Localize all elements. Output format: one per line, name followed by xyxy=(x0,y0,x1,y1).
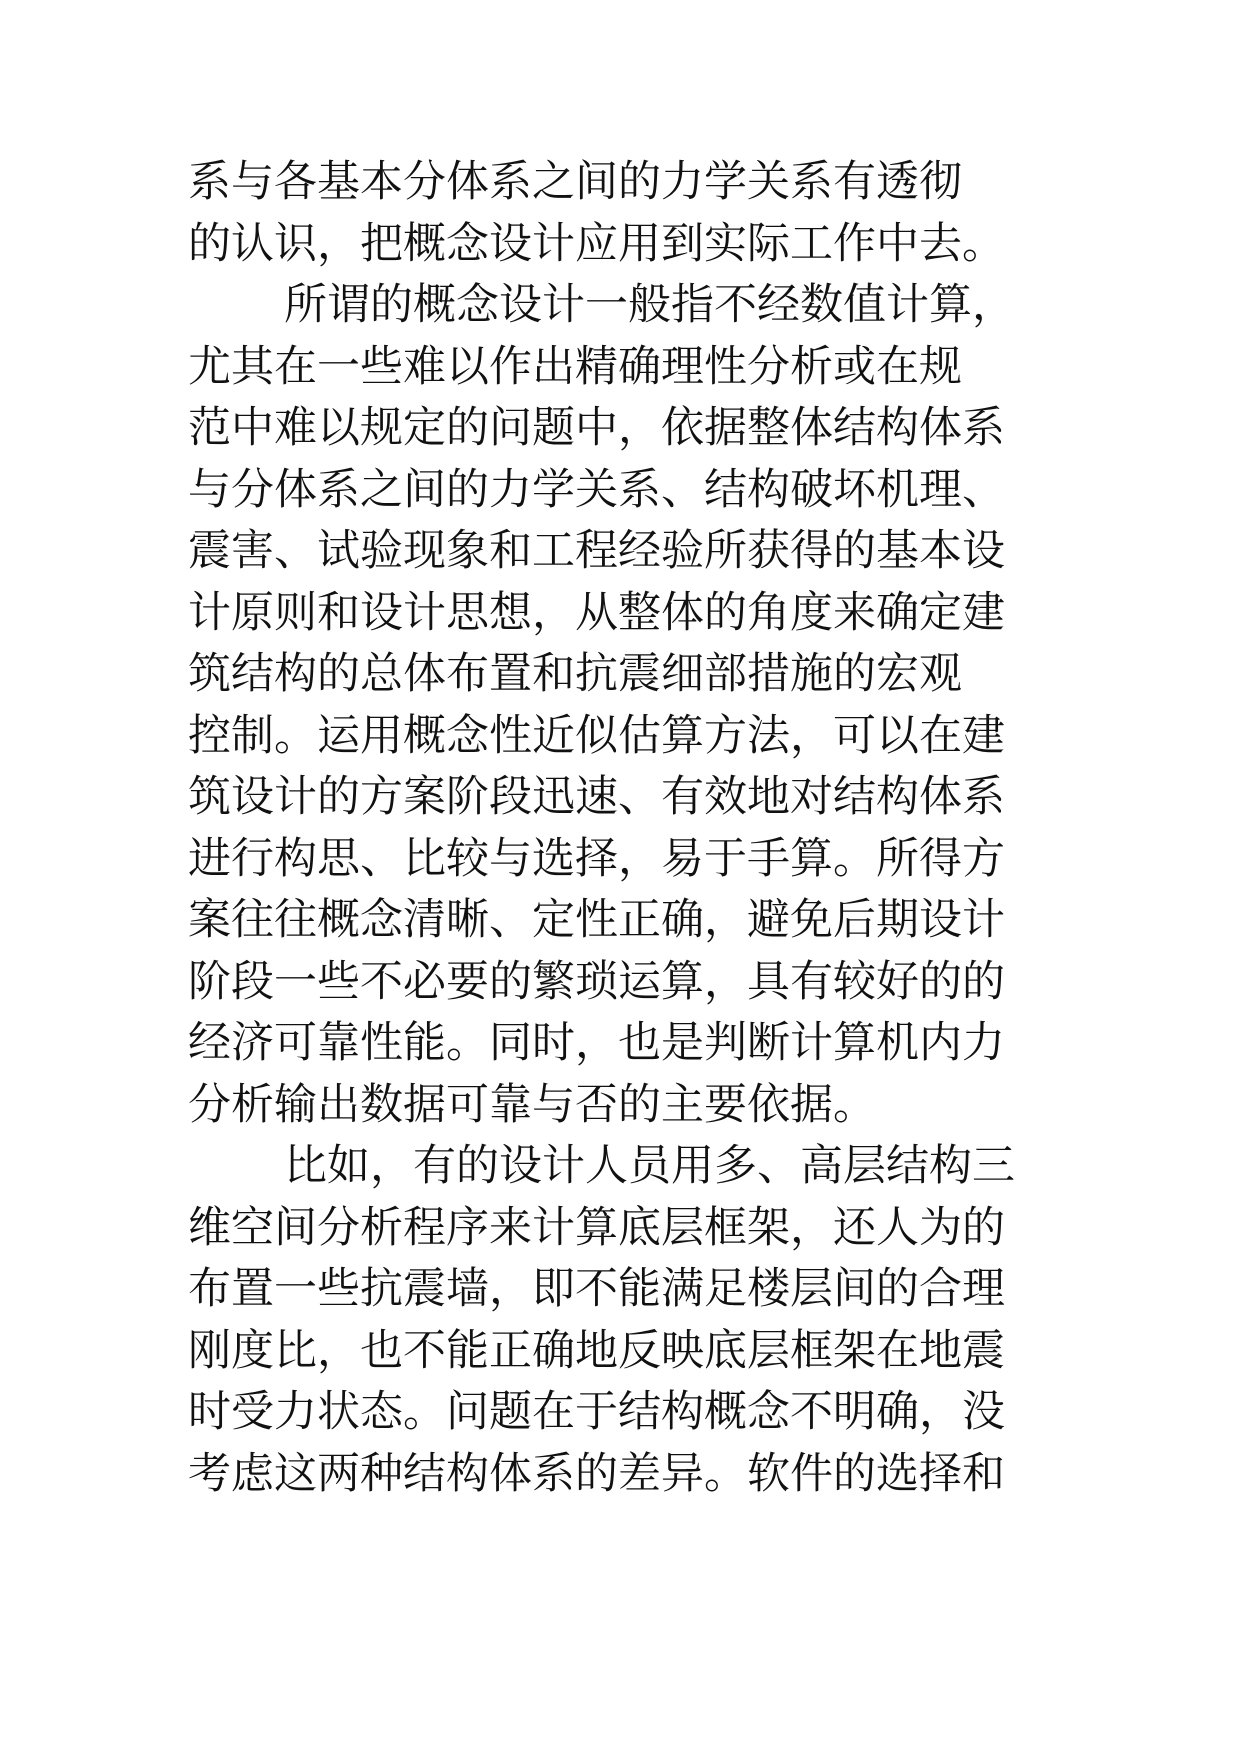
text-line: 筑设计的方案阶段迅速、有效地对结构体系 xyxy=(188,772,1005,822)
text-line: 与分体系之间的力学关系、结构破坏机理、 xyxy=(188,464,1005,515)
text-line: 案往往概念清晰、定性正确，避免后期设计 xyxy=(188,895,1005,945)
text-line: 进行构思、比较与选择，易于手算。所得方 xyxy=(188,833,1005,884)
text-line: 考虑这两种结构体系的差异。软件的选择和 xyxy=(188,1448,1005,1499)
text-line: 系与各基本分体系之间的力学关系有透彻 xyxy=(188,157,962,207)
text-line: 尤其在一些难以作出精确理性分析或在规 xyxy=(188,341,962,392)
text-line: 分析输出数据可靠与否的主要依据。 xyxy=(188,1079,876,1130)
text-line: 的认识，把概念设计应用到实际工作中去。 xyxy=(188,218,1005,269)
text-line: 时受力状态。问题在于结构概念不明确，没 xyxy=(188,1387,1005,1437)
paragraph-start-line: 所谓的概念设计一般指不经数值计算， xyxy=(284,280,1015,330)
text-line: 经济可靠性能。同时，也是判断计算机内力 xyxy=(188,1018,1005,1068)
text-line: 震害、试验现象和工程经验所获得的基本设 xyxy=(188,526,1005,576)
text-line: 阶段一些不必要的繁琐运算，具有较好的的 xyxy=(188,956,1005,1007)
text-line: 控制。运用概念性近似估算方法，可以在建 xyxy=(188,710,1005,761)
text-line: 维空间分析程序来计算底层框架，还人为的 xyxy=(188,1202,1005,1253)
text-line: 布置一些抗震墙，即不能满足楼层间的合理 xyxy=(188,1264,1005,1314)
text-line: 筑结构的总体布置和抗震细部措施的宏观 xyxy=(188,649,962,699)
body-text xyxy=(188,152,1068,1505)
text-line: 计原则和设计思想，从整体的角度来确定建 xyxy=(188,587,1005,638)
text-line: 刚度比，也不能正确地反映底层框架在地震 xyxy=(188,1325,1005,1376)
text-line: 范中难以规定的问题中，依据整体结构体系 xyxy=(188,403,1005,453)
paragraph-start-line: 比如，有的设计人员用多、高层结构三 xyxy=(284,1141,1015,1191)
